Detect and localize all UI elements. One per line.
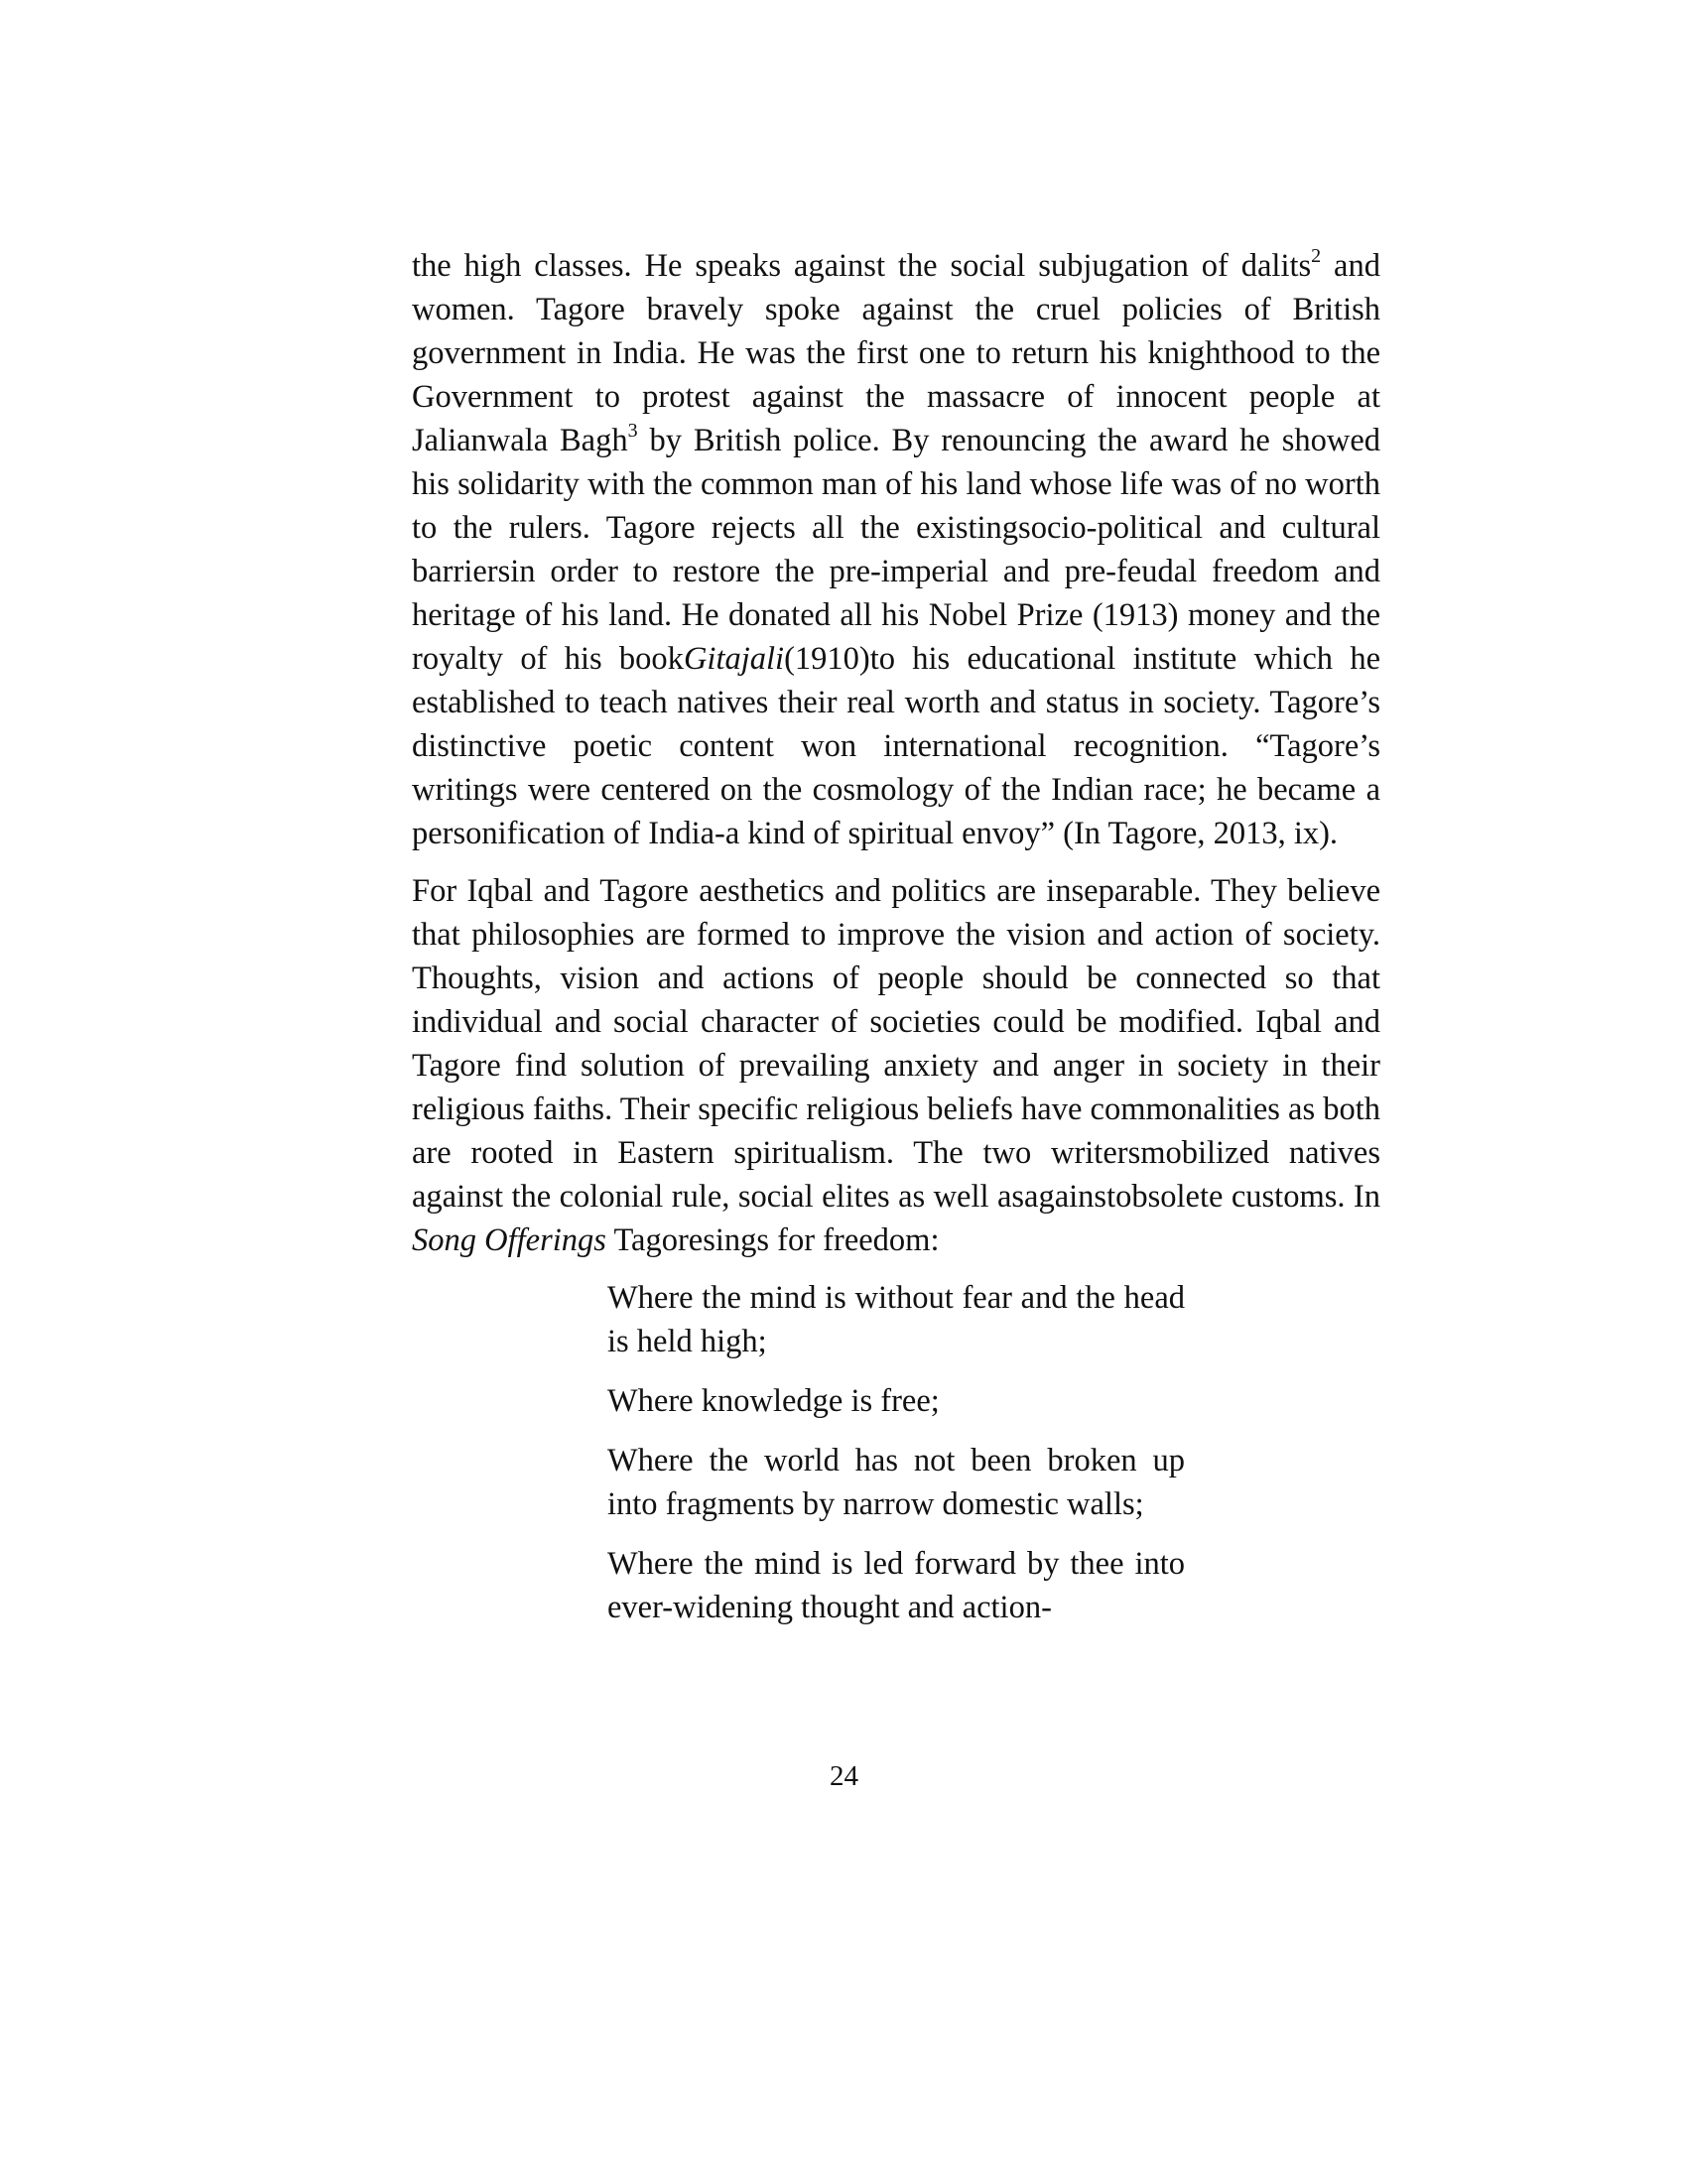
poem-line-2: Where knowledge is free; <box>607 1383 940 1419</box>
poem-quote <box>607 1276 1185 1629</box>
poem-line-1: Where the mind is without fear and the head is held high; <box>607 1280 1185 1359</box>
footnote-marker-2: 2 <box>1311 245 1322 267</box>
body-text <box>412 244 1380 1629</box>
poem-line-4: Where the mind is led forward by thee into ever-widening thought and action- <box>607 1546 1185 1625</box>
poem-line-3: Where the world has not been broken up into fragments by narrow domestic walls; <box>607 1443 1185 1522</box>
paragraph-1 <box>412 244 1380 855</box>
paragraph-1-text-d: (1910)to his educational institute which he established to teach natives their real worth and status in society. Tagore’s distinctive poetic content won international recognition. “Tagore’s writings were centered on the cosmology of the Indian race; he became a personification of India-a kind of spiritual envoy” (In Tagore, 2013, ix). <box>412 641 1380 851</box>
footnote-marker-3: 3 <box>627 420 638 442</box>
paragraph-2-text-a: For Iqbal and Tagore aesthetics and politics are inseparable. They believe that philosophies are formed to improve the vision and action of society. Thoughts, vision and actions of people should be connected so that individual and social character of societies could be modified. Iqbal and Tagore find solution of prevailing anxiety and anger in society in their religious faiths. Their specific religious beliefs have commonalities as both are rooted in Eastern spiritualism. The two writersmobilized natives against the colonial rule, social elites as well asagainstobsolete customs. In <box>412 873 1380 1215</box>
paragraph-1-text-c: by British police. By renouncing the award he showed his solidarity with the common man of his land whose life was of no worth to the rulers. Tagore rejects all the existingsocio-political and cultural barriersin order to restore the pre-imperial and pre-feudal freedom and heritage of his land. He donated all his Nobel Prize (1913) money and the royalty of his book <box>412 423 1381 677</box>
paragraph-1-text-a: the high classes. He speaks against the social subjugation of dalits <box>412 248 1312 284</box>
page-number: 24 <box>830 1760 858 1792</box>
paragraph-2-text-b: Tagoresings for freedom: <box>605 1222 940 1258</box>
paragraph-1-text-b: and women. Tagore bravely spoke against the cruel policies of British government in India. He was the first one to return his knighthood to the Government to protest against the massacre of innocent people at Jalianwala Bagh <box>412 248 1380 458</box>
book-title-song-offerings: Song Offerings <box>412 1222 606 1258</box>
paragraph-2 <box>412 869 1380 1262</box>
book-title-gitajali: Gitajali <box>683 641 785 677</box>
